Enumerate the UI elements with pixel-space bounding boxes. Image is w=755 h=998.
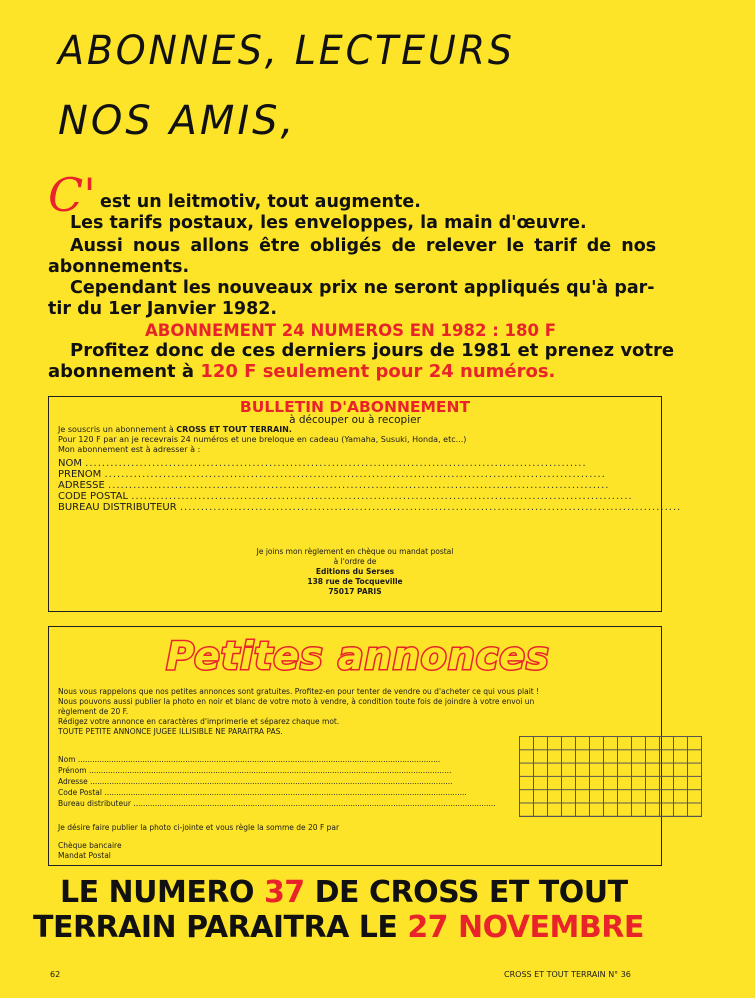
option-cheque[interactable]: Chèque bancaire xyxy=(58,841,122,850)
photo-payment-line: Je désire faire publier la photo ci-jointe et vous règle la somme de 20 F par xyxy=(58,823,340,832)
payment-line-1: Je joins mon règlement en chèque ou mandat postal xyxy=(256,547,454,556)
ad-field-adresse[interactable]: Adresse ........................................................................................................................................................ xyxy=(58,777,453,786)
classified-instructions: Nous vous rappelons que nos petites annonces sont gratuites. Profitez-en pour tenter de vendre ou d'acheter ce qui vous plait ! Nous pouvons aussi publier la photo en noir et blanc de votre moto à vendre, à condition toute fois de joindre à votre envoi un règlement de 20 F. Rédigez votre annonce en caractères d'imprimerie et séparez chaque mot. TOUTE PETITE ANNONCE JUGEE ILLISIBLE NE PARAITRA PAS. xyxy=(58,687,540,736)
magazine-issue: CROSS ET TOUT TERRAIN N° 36 xyxy=(504,970,631,979)
option-mandat[interactable]: Mandat Postal xyxy=(58,851,111,860)
ad-text-grid[interactable] xyxy=(519,736,702,817)
classified-ads-form xyxy=(48,626,662,866)
field-adresse[interactable]: ADRESSE ........................................................................................................................ xyxy=(58,480,610,491)
classified-ads-title: Petites annonces xyxy=(166,634,550,678)
classified-ads-logo xyxy=(166,629,550,679)
intro-line-4: abonnements. xyxy=(48,257,190,277)
subscription-form-title: BULLETIN D'ABONNEMENT xyxy=(239,398,471,416)
announcement-line-1: LE NUMERO 37 DE CROSS ET TOUT xyxy=(60,875,628,910)
ad-field-prenom[interactable]: Prénom ........................................................................................................................................................ xyxy=(58,766,452,775)
intro-line-1: est un leitmotiv, tout augmente. xyxy=(100,192,421,212)
subscription-form-subtitle: à découper ou à recopier xyxy=(289,414,421,426)
subscription-form xyxy=(48,396,682,612)
intro-line-7: Profitez donc de ces derniers jours de 1981 et prenez votre xyxy=(70,340,675,361)
ad-field-code-postal[interactable]: Code Postal ........................................................................................................................................................ xyxy=(58,788,467,797)
field-nom[interactable]: NOM ........................................................................................................................ xyxy=(58,458,587,469)
intro-line-6: tir du 1er Janvier 1982. xyxy=(48,299,278,319)
payee-name: Editions du Serses xyxy=(315,567,395,576)
payee-street: 138 rue de Tocqueville xyxy=(307,577,403,586)
drop-cap: C' xyxy=(48,168,96,222)
subscribe-line: Je souscris un abonnement à CROSS ET TOUT TERRAIN. xyxy=(58,425,292,434)
payment-options xyxy=(58,841,122,861)
intro-line-5: Cependant les nouveaux prix ne seront appliqués qu'à par- xyxy=(70,278,655,298)
field-prenom[interactable]: PRENOM ........................................................................................................................ xyxy=(58,469,606,480)
intro-line-3: Aussi nous allons être obligés de relever le tarif de nos xyxy=(70,236,657,256)
intro-line-2: Les tarifs postaux, les enveloppes, la main d'œuvre. xyxy=(70,213,587,233)
offer-line: Pour 120 F par an je recevrais 24 numéros et une breloque en cadeau (Yamaha, Susuki, Honda, etc...) xyxy=(58,435,467,444)
ad-field-bureau[interactable]: Bureau distributeur ........................................................................................................................................................ xyxy=(58,799,496,808)
headline-line-1: ABONNES, LECTEURS xyxy=(58,28,515,74)
payment-block xyxy=(49,547,661,597)
page-number: 62 xyxy=(50,970,61,979)
price-line: ABONNEMENT 24 NUMEROS EN 1982 : 180 F xyxy=(145,321,557,340)
intro-line-8: abonnement à 120 F seulement pour 24 numéros. xyxy=(48,361,556,382)
address-to-line: Mon abonnement est à adresser à : xyxy=(58,445,201,454)
ad-field-nom[interactable]: Nom ........................................................................................................................................................ xyxy=(58,755,441,764)
payment-line-2: à l'ordre de xyxy=(333,557,377,566)
field-bureau-distributeur[interactable]: BUREAU DISTRIBUTEUR ........................................................................................................................ xyxy=(58,502,682,513)
field-code-postal[interactable]: CODE POSTAL ........................................................................................................................ xyxy=(58,491,633,502)
announcement-line-2: TERRAIN PARAITRA LE 27 NOVEMBRE xyxy=(33,910,644,945)
headline-line-2: NOS AMIS, xyxy=(58,98,297,144)
payee-city: 75017 PARIS xyxy=(328,587,382,596)
